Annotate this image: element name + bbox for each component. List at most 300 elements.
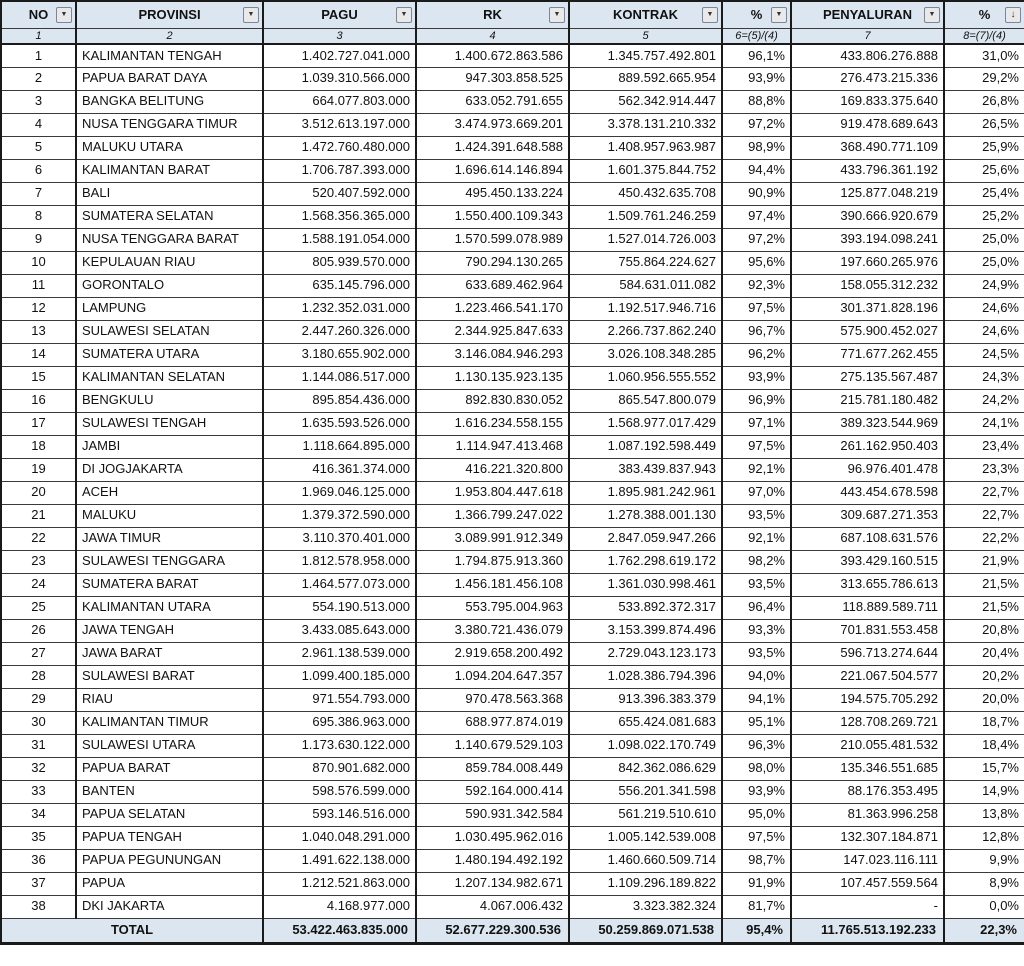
cell-rk[interactable]: 3.089.991.912.349 [416, 527, 569, 550]
filter-dropdown-pagu[interactable] [396, 7, 412, 23]
cell-pagu[interactable]: 1.635.593.526.000 [263, 412, 416, 435]
cell-rk[interactable]: 495.450.133.224 [416, 182, 569, 205]
cell-provinsi[interactable]: PAPUA [76, 872, 263, 895]
cell-kontrak[interactable]: 383.439.837.943 [569, 458, 722, 481]
cell-pct-kontrak[interactable]: 97,1% [722, 412, 791, 435]
cell-rk[interactable]: 1.424.391.648.588 [416, 136, 569, 159]
cell-rk[interactable]: 553.795.004.963 [416, 596, 569, 619]
cell-kontrak[interactable]: 1.408.957.963.987 [569, 136, 722, 159]
cell-kontrak[interactable]: 1.568.977.017.429 [569, 412, 722, 435]
cell-provinsi[interactable]: SUMATERA BARAT [76, 573, 263, 596]
cell-kontrak[interactable]: 1.028.386.794.396 [569, 665, 722, 688]
cell-provinsi[interactable]: BANTEN [76, 780, 263, 803]
cell-pct-penyaluran[interactable]: 22,2% [944, 527, 1024, 550]
cell-rk[interactable]: 633.689.462.964 [416, 274, 569, 297]
cell-pagu[interactable]: 1.402.727.041.000 [263, 44, 416, 67]
cell-kontrak[interactable]: 1.098.022.170.749 [569, 734, 722, 757]
cell-penyaluran[interactable]: 575.900.452.027 [791, 320, 944, 343]
col-number[interactable]: 4 [416, 28, 569, 44]
cell-kontrak[interactable]: 913.396.383.379 [569, 688, 722, 711]
cell-pagu[interactable]: 870.901.682.000 [263, 757, 416, 780]
cell-no[interactable]: 6 [1, 159, 76, 182]
cell-rk[interactable]: 2.919.658.200.492 [416, 642, 569, 665]
col-number[interactable]: 2 [76, 28, 263, 44]
cell-rk[interactable]: 1.550.400.109.343 [416, 205, 569, 228]
cell-pagu[interactable]: 520.407.592.000 [263, 182, 416, 205]
cell-penyaluran[interactable]: 275.135.567.487 [791, 366, 944, 389]
cell-kontrak[interactable]: 889.592.665.954 [569, 67, 722, 90]
cell-pct-kontrak[interactable]: 94,4% [722, 159, 791, 182]
cell-no[interactable]: 23 [1, 550, 76, 573]
filter-dropdown-provinsi[interactable] [243, 7, 259, 23]
cell-rk[interactable]: 3.380.721.436.079 [416, 619, 569, 642]
cell-pagu[interactable]: 416.361.374.000 [263, 458, 416, 481]
cell-pct-kontrak[interactable]: 96,4% [722, 596, 791, 619]
cell-pct-penyaluran[interactable]: 25,4% [944, 182, 1024, 205]
cell-provinsi[interactable]: LAMPUNG [76, 297, 263, 320]
cell-rk[interactable]: 859.784.008.449 [416, 757, 569, 780]
cell-kontrak[interactable]: 3.153.399.874.496 [569, 619, 722, 642]
cell-penyaluran[interactable]: 125.877.048.219 [791, 182, 944, 205]
col-number[interactable]: 5 [569, 28, 722, 44]
cell-pct-kontrak[interactable]: 97,0% [722, 481, 791, 504]
cell-no[interactable]: 26 [1, 619, 76, 642]
total-kontrak[interactable]: 50.259.869.071.538 [569, 918, 722, 943]
cell-kontrak[interactable]: 1.278.388.001.130 [569, 504, 722, 527]
cell-kontrak[interactable]: 584.631.011.082 [569, 274, 722, 297]
total-pct-penyaluran[interactable]: 22,3% [944, 918, 1024, 943]
filter-dropdown-penyaluran[interactable] [924, 7, 940, 23]
cell-penyaluran[interactable]: 197.660.265.976 [791, 251, 944, 274]
cell-pct-penyaluran[interactable]: 18,7% [944, 711, 1024, 734]
cell-kontrak[interactable]: 561.219.510.610 [569, 803, 722, 826]
cell-rk[interactable]: 1.114.947.413.468 [416, 435, 569, 458]
cell-rk[interactable]: 416.221.320.800 [416, 458, 569, 481]
cell-provinsi[interactable]: BENGKULU [76, 389, 263, 412]
cell-provinsi[interactable]: SULAWESI TENGGARA [76, 550, 263, 573]
cell-rk[interactable]: 892.830.830.052 [416, 389, 569, 412]
cell-rk[interactable]: 633.052.791.655 [416, 90, 569, 113]
col-header-provinsi[interactable] [76, 1, 263, 28]
cell-rk[interactable]: 1.616.234.558.155 [416, 412, 569, 435]
cell-rk[interactable]: 1.400.672.863.586 [416, 44, 569, 67]
cell-pct-penyaluran[interactable]: 18,4% [944, 734, 1024, 757]
cell-pagu[interactable]: 1.099.400.185.000 [263, 665, 416, 688]
cell-pct-penyaluran[interactable]: 21,5% [944, 596, 1024, 619]
cell-no[interactable]: 35 [1, 826, 76, 849]
col-header-pagu[interactable] [263, 1, 416, 28]
cell-pct-penyaluran[interactable]: 23,3% [944, 458, 1024, 481]
cell-kontrak[interactable]: 3.323.382.324 [569, 895, 722, 918]
cell-provinsi[interactable]: GORONTALO [76, 274, 263, 297]
cell-pct-kontrak[interactable]: 96,2% [722, 343, 791, 366]
cell-pagu[interactable]: 593.146.516.000 [263, 803, 416, 826]
cell-pct-penyaluran[interactable]: 22,7% [944, 504, 1024, 527]
cell-kontrak[interactable]: 1.109.296.189.822 [569, 872, 722, 895]
cell-pagu[interactable]: 3.110.370.401.000 [263, 527, 416, 550]
cell-pagu[interactable]: 805.939.570.000 [263, 251, 416, 274]
cell-pct-kontrak[interactable]: 93,9% [722, 780, 791, 803]
cell-kontrak[interactable]: 1.460.660.509.714 [569, 849, 722, 872]
cell-penyaluran[interactable]: 393.429.160.515 [791, 550, 944, 573]
cell-pct-penyaluran[interactable]: 13,8% [944, 803, 1024, 826]
cell-kontrak[interactable]: 1.601.375.844.752 [569, 159, 722, 182]
cell-rk[interactable]: 1.207.134.982.671 [416, 872, 569, 895]
col-number[interactable]: 1 [1, 28, 76, 44]
cell-no[interactable]: 1 [1, 44, 76, 67]
cell-kontrak[interactable]: 1.192.517.946.716 [569, 297, 722, 320]
col-number[interactable]: 3 [263, 28, 416, 44]
cell-kontrak[interactable]: 1.345.757.492.801 [569, 44, 722, 67]
cell-no[interactable]: 31 [1, 734, 76, 757]
cell-pct-kontrak[interactable]: 97,4% [722, 205, 791, 228]
cell-pct-penyaluran[interactable]: 24,6% [944, 320, 1024, 343]
cell-rk[interactable]: 1.223.466.541.170 [416, 297, 569, 320]
cell-no[interactable]: 27 [1, 642, 76, 665]
cell-kontrak[interactable]: 562.342.914.447 [569, 90, 722, 113]
cell-kontrak[interactable]: 1.005.142.539.008 [569, 826, 722, 849]
cell-penyaluran[interactable]: 701.831.553.458 [791, 619, 944, 642]
cell-no[interactable]: 11 [1, 274, 76, 297]
total-penyaluran[interactable]: 11.765.513.192.233 [791, 918, 944, 943]
total-label[interactable]: TOTAL [1, 918, 263, 943]
cell-pct-penyaluran[interactable]: 12,8% [944, 826, 1024, 849]
cell-pct-penyaluran[interactable]: 24,6% [944, 297, 1024, 320]
cell-penyaluran[interactable]: 276.473.215.336 [791, 67, 944, 90]
cell-provinsi[interactable]: JAMBI [76, 435, 263, 458]
cell-kontrak[interactable]: 1.895.981.242.961 [569, 481, 722, 504]
cell-pagu[interactable]: 1.144.086.517.000 [263, 366, 416, 389]
cell-no[interactable]: 20 [1, 481, 76, 504]
cell-no[interactable]: 12 [1, 297, 76, 320]
cell-provinsi[interactable]: SULAWESI BARAT [76, 665, 263, 688]
cell-pct-penyaluran[interactable]: 20,2% [944, 665, 1024, 688]
cell-pct-kontrak[interactable]: 96,9% [722, 389, 791, 412]
cell-penyaluran[interactable]: 919.478.689.643 [791, 113, 944, 136]
cell-penyaluran[interactable]: 118.889.589.711 [791, 596, 944, 619]
cell-kontrak[interactable]: 3.378.131.210.332 [569, 113, 722, 136]
cell-pagu[interactable]: 1.118.664.895.000 [263, 435, 416, 458]
col-number[interactable]: 6=(5)/(4) [722, 28, 791, 44]
cell-provinsi[interactable]: MALUKU UTARA [76, 136, 263, 159]
cell-pagu[interactable]: 1.588.191.054.000 [263, 228, 416, 251]
filter-dropdown-kontrak[interactable] [702, 7, 718, 23]
cell-pct-kontrak[interactable]: 98,9% [722, 136, 791, 159]
cell-pct-kontrak[interactable]: 93,5% [722, 573, 791, 596]
cell-penyaluran[interactable]: 194.575.705.292 [791, 688, 944, 711]
cell-penyaluran[interactable]: 107.457.559.564 [791, 872, 944, 895]
cell-pct-kontrak[interactable]: 98,7% [722, 849, 791, 872]
cell-penyaluran[interactable]: 433.806.276.888 [791, 44, 944, 67]
cell-no[interactable]: 5 [1, 136, 76, 159]
cell-pagu[interactable]: 1.173.630.122.000 [263, 734, 416, 757]
cell-kontrak[interactable]: 533.892.372.317 [569, 596, 722, 619]
cell-pagu[interactable]: 1.568.356.365.000 [263, 205, 416, 228]
cell-pct-penyaluran[interactable]: 20,8% [944, 619, 1024, 642]
cell-penyaluran[interactable]: 135.346.551.685 [791, 757, 944, 780]
cell-no[interactable]: 19 [1, 458, 76, 481]
cell-provinsi[interactable]: SUMATERA UTARA [76, 343, 263, 366]
cell-pagu[interactable]: 1.706.787.393.000 [263, 159, 416, 182]
cell-no[interactable]: 24 [1, 573, 76, 596]
cell-rk[interactable]: 4.067.006.432 [416, 895, 569, 918]
cell-rk[interactable]: 592.164.000.414 [416, 780, 569, 803]
cell-penyaluran[interactable]: 132.307.184.871 [791, 826, 944, 849]
cell-provinsi[interactable]: RIAU [76, 688, 263, 711]
cell-no[interactable]: 30 [1, 711, 76, 734]
cell-kontrak[interactable]: 1.060.956.555.552 [569, 366, 722, 389]
col-header-kontrak[interactable] [569, 1, 722, 28]
cell-rk[interactable]: 947.303.858.525 [416, 67, 569, 90]
cell-pagu[interactable]: 895.854.436.000 [263, 389, 416, 412]
cell-penyaluran[interactable]: - [791, 895, 944, 918]
cell-no[interactable]: 21 [1, 504, 76, 527]
cell-pct-penyaluran[interactable]: 25,6% [944, 159, 1024, 182]
cell-pagu[interactable]: 2.961.138.539.000 [263, 642, 416, 665]
cell-pct-kontrak[interactable]: 93,5% [722, 642, 791, 665]
col-header-pct-penyaluran[interactable] [944, 1, 1024, 28]
cell-pct-kontrak[interactable]: 93,5% [722, 504, 791, 527]
cell-provinsi[interactable]: KALIMANTAN UTARA [76, 596, 263, 619]
cell-pct-kontrak[interactable]: 81,7% [722, 895, 791, 918]
cell-no[interactable]: 38 [1, 895, 76, 918]
cell-pagu[interactable]: 1.491.622.138.000 [263, 849, 416, 872]
cell-pct-kontrak[interactable]: 96,1% [722, 44, 791, 67]
cell-provinsi[interactable]: KALIMANTAN TENGAH [76, 44, 263, 67]
cell-rk[interactable]: 1.696.614.146.894 [416, 159, 569, 182]
cell-penyaluran[interactable]: 390.666.920.679 [791, 205, 944, 228]
cell-pct-penyaluran[interactable]: 31,0% [944, 44, 1024, 67]
cell-pagu[interactable]: 554.190.513.000 [263, 596, 416, 619]
cell-provinsi[interactable]: KALIMANTAN SELATAN [76, 366, 263, 389]
cell-provinsi[interactable]: KALIMANTAN BARAT [76, 159, 263, 182]
cell-no[interactable]: 9 [1, 228, 76, 251]
cell-provinsi[interactable]: KEPULAUAN RIAU [76, 251, 263, 274]
cell-no[interactable]: 4 [1, 113, 76, 136]
cell-pct-kontrak[interactable]: 97,5% [722, 826, 791, 849]
cell-penyaluran[interactable]: 88.176.353.495 [791, 780, 944, 803]
cell-kontrak[interactable]: 450.432.635.708 [569, 182, 722, 205]
cell-pct-penyaluran[interactable]: 21,9% [944, 550, 1024, 573]
cell-kontrak[interactable]: 755.864.224.627 [569, 251, 722, 274]
cell-pagu[interactable]: 1.232.352.031.000 [263, 297, 416, 320]
cell-pct-penyaluran[interactable]: 24,3% [944, 366, 1024, 389]
cell-penyaluran[interactable]: 389.323.544.969 [791, 412, 944, 435]
cell-pct-kontrak[interactable]: 92,3% [722, 274, 791, 297]
col-number[interactable]: 8=(7)/(4) [944, 28, 1024, 44]
cell-provinsi[interactable]: SULAWESI TENGAH [76, 412, 263, 435]
cell-pct-kontrak[interactable]: 98,2% [722, 550, 791, 573]
col-header-penyaluran[interactable] [791, 1, 944, 28]
cell-no[interactable]: 15 [1, 366, 76, 389]
cell-no[interactable]: 17 [1, 412, 76, 435]
cell-penyaluran[interactable]: 368.490.771.109 [791, 136, 944, 159]
cell-pct-kontrak[interactable]: 95,0% [722, 803, 791, 826]
cell-pct-kontrak[interactable]: 90,9% [722, 182, 791, 205]
cell-provinsi[interactable]: PAPUA TENGAH [76, 826, 263, 849]
cell-penyaluran[interactable]: 147.023.116.111 [791, 849, 944, 872]
cell-penyaluran[interactable]: 301.371.828.196 [791, 297, 944, 320]
cell-pagu[interactable]: 971.554.793.000 [263, 688, 416, 711]
cell-pct-penyaluran[interactable]: 25,0% [944, 251, 1024, 274]
cell-rk[interactable]: 970.478.563.368 [416, 688, 569, 711]
cell-provinsi[interactable]: PAPUA BARAT DAYA [76, 67, 263, 90]
cell-no[interactable]: 8 [1, 205, 76, 228]
cell-penyaluran[interactable]: 81.363.996.258 [791, 803, 944, 826]
cell-provinsi[interactable]: BALI [76, 182, 263, 205]
cell-pct-penyaluran[interactable]: 25,0% [944, 228, 1024, 251]
cell-provinsi[interactable]: JAWA TIMUR [76, 527, 263, 550]
cell-pct-kontrak[interactable]: 93,3% [722, 619, 791, 642]
cell-kontrak[interactable]: 556.201.341.598 [569, 780, 722, 803]
cell-pct-kontrak[interactable]: 94,0% [722, 665, 791, 688]
cell-no[interactable]: 33 [1, 780, 76, 803]
cell-provinsi[interactable]: SULAWESI SELATAN [76, 320, 263, 343]
col-number[interactable]: 7 [791, 28, 944, 44]
cell-rk[interactable]: 1.030.495.962.016 [416, 826, 569, 849]
cell-provinsi[interactable]: KALIMANTAN TIMUR [76, 711, 263, 734]
cell-pagu[interactable]: 2.447.260.326.000 [263, 320, 416, 343]
cell-pct-kontrak[interactable]: 97,5% [722, 435, 791, 458]
cell-pagu[interactable]: 664.077.803.000 [263, 90, 416, 113]
cell-pagu[interactable]: 695.386.963.000 [263, 711, 416, 734]
cell-pagu[interactable]: 1.472.760.480.000 [263, 136, 416, 159]
cell-pct-kontrak[interactable]: 91,9% [722, 872, 791, 895]
cell-provinsi[interactable]: NUSA TENGGARA TIMUR [76, 113, 263, 136]
cell-penyaluran[interactable]: 96.976.401.478 [791, 458, 944, 481]
cell-no[interactable]: 29 [1, 688, 76, 711]
cell-pct-penyaluran[interactable]: 0,0% [944, 895, 1024, 918]
cell-kontrak[interactable]: 1.087.192.598.449 [569, 435, 722, 458]
cell-no[interactable]: 22 [1, 527, 76, 550]
cell-pct-kontrak[interactable]: 92,1% [722, 527, 791, 550]
cell-penyaluran[interactable]: 215.781.180.482 [791, 389, 944, 412]
cell-provinsi[interactable]: ACEH [76, 481, 263, 504]
cell-pct-penyaluran[interactable]: 22,7% [944, 481, 1024, 504]
cell-rk[interactable]: 1.366.799.247.022 [416, 504, 569, 527]
cell-pagu[interactable]: 1.040.048.291.000 [263, 826, 416, 849]
cell-pagu[interactable]: 598.576.599.000 [263, 780, 416, 803]
cell-penyaluran[interactable]: 169.833.375.640 [791, 90, 944, 113]
cell-pct-penyaluran[interactable]: 8,9% [944, 872, 1024, 895]
cell-penyaluran[interactable]: 309.687.271.353 [791, 504, 944, 527]
cell-pct-penyaluran[interactable]: 25,9% [944, 136, 1024, 159]
cell-no[interactable]: 16 [1, 389, 76, 412]
cell-rk[interactable]: 688.977.874.019 [416, 711, 569, 734]
cell-penyaluran[interactable]: 443.454.678.598 [791, 481, 944, 504]
cell-provinsi[interactable]: SULAWESI UTARA [76, 734, 263, 757]
cell-kontrak[interactable]: 1.509.761.246.259 [569, 205, 722, 228]
cell-penyaluran[interactable]: 596.713.274.644 [791, 642, 944, 665]
cell-rk[interactable]: 3.146.084.946.293 [416, 343, 569, 366]
cell-provinsi[interactable]: DKI JAKARTA [76, 895, 263, 918]
cell-no[interactable]: 37 [1, 872, 76, 895]
cell-rk[interactable]: 1.570.599.078.989 [416, 228, 569, 251]
cell-pagu[interactable]: 635.145.796.000 [263, 274, 416, 297]
cell-pct-penyaluran[interactable]: 23,4% [944, 435, 1024, 458]
cell-pct-penyaluran[interactable]: 20,4% [944, 642, 1024, 665]
cell-pct-penyaluran[interactable]: 15,7% [944, 757, 1024, 780]
cell-penyaluran[interactable]: 221.067.504.577 [791, 665, 944, 688]
cell-pct-penyaluran[interactable]: 20,0% [944, 688, 1024, 711]
cell-kontrak[interactable]: 655.424.081.683 [569, 711, 722, 734]
cell-kontrak[interactable]: 2.266.737.862.240 [569, 320, 722, 343]
cell-pagu[interactable]: 1.039.310.566.000 [263, 67, 416, 90]
cell-pct-kontrak[interactable]: 94,1% [722, 688, 791, 711]
cell-penyaluran[interactable]: 261.162.950.403 [791, 435, 944, 458]
filter-dropdown-pct-kontrak[interactable] [771, 7, 787, 23]
cell-rk[interactable]: 790.294.130.265 [416, 251, 569, 274]
filter-dropdown-no[interactable] [56, 7, 72, 23]
cell-no[interactable]: 18 [1, 435, 76, 458]
cell-kontrak[interactable]: 865.547.800.079 [569, 389, 722, 412]
cell-pagu[interactable]: 4.168.977.000 [263, 895, 416, 918]
total-pagu[interactable]: 53.422.463.835.000 [263, 918, 416, 943]
cell-pct-kontrak[interactable]: 93,9% [722, 366, 791, 389]
cell-pct-kontrak[interactable]: 96,3% [722, 734, 791, 757]
cell-no[interactable]: 14 [1, 343, 76, 366]
cell-kontrak[interactable]: 2.729.043.123.173 [569, 642, 722, 665]
cell-pagu[interactable]: 3.180.655.902.000 [263, 343, 416, 366]
cell-pagu[interactable]: 1.464.577.073.000 [263, 573, 416, 596]
cell-pct-penyaluran[interactable]: 9,9% [944, 849, 1024, 872]
cell-rk[interactable]: 1.130.135.923.135 [416, 366, 569, 389]
cell-pct-penyaluran[interactable]: 26,8% [944, 90, 1024, 113]
cell-penyaluran[interactable]: 687.108.631.576 [791, 527, 944, 550]
cell-pct-kontrak[interactable]: 97,5% [722, 297, 791, 320]
cell-provinsi[interactable]: NUSA TENGGARA BARAT [76, 228, 263, 251]
cell-provinsi[interactable]: PAPUA BARAT [76, 757, 263, 780]
filter-dropdown-rk[interactable] [549, 7, 565, 23]
cell-no[interactable]: 13 [1, 320, 76, 343]
cell-pct-penyaluran[interactable]: 24,5% [944, 343, 1024, 366]
cell-pct-penyaluran[interactable]: 24,9% [944, 274, 1024, 297]
cell-pct-kontrak[interactable]: 95,6% [722, 251, 791, 274]
cell-penyaluran[interactable]: 158.055.312.232 [791, 274, 944, 297]
cell-penyaluran[interactable]: 128.708.269.721 [791, 711, 944, 734]
cell-no[interactable]: 32 [1, 757, 76, 780]
cell-pct-penyaluran[interactable]: 24,1% [944, 412, 1024, 435]
cell-pagu[interactable]: 3.433.085.643.000 [263, 619, 416, 642]
cell-kontrak[interactable]: 3.026.108.348.285 [569, 343, 722, 366]
cell-kontrak[interactable]: 1.762.298.619.172 [569, 550, 722, 573]
cell-kontrak[interactable]: 1.361.030.998.461 [569, 573, 722, 596]
cell-penyaluran[interactable]: 433.796.361.192 [791, 159, 944, 182]
cell-no[interactable]: 3 [1, 90, 76, 113]
col-header-no[interactable] [1, 1, 76, 28]
cell-kontrak[interactable]: 1.527.014.726.003 [569, 228, 722, 251]
cell-kontrak[interactable]: 2.847.059.947.266 [569, 527, 722, 550]
cell-rk[interactable]: 2.344.925.847.633 [416, 320, 569, 343]
cell-rk[interactable]: 1.094.204.647.357 [416, 665, 569, 688]
col-header-rk[interactable] [416, 1, 569, 28]
cell-pct-penyaluran[interactable]: 21,5% [944, 573, 1024, 596]
cell-rk[interactable]: 1.953.804.447.618 [416, 481, 569, 504]
cell-pct-kontrak[interactable]: 92,1% [722, 458, 791, 481]
cell-rk[interactable]: 1.456.181.456.108 [416, 573, 569, 596]
cell-kontrak[interactable]: 842.362.086.629 [569, 757, 722, 780]
cell-provinsi[interactable]: MALUKU [76, 504, 263, 527]
cell-provinsi[interactable]: JAWA TENGAH [76, 619, 263, 642]
cell-pct-kontrak[interactable]: 96,7% [722, 320, 791, 343]
cell-pct-kontrak[interactable]: 97,2% [722, 228, 791, 251]
cell-pct-penyaluran[interactable]: 24,2% [944, 389, 1024, 412]
cell-rk[interactable]: 1.480.194.492.192 [416, 849, 569, 872]
cell-no[interactable]: 10 [1, 251, 76, 274]
cell-pagu[interactable]: 3.512.613.197.000 [263, 113, 416, 136]
cell-pct-penyaluran[interactable]: 14,9% [944, 780, 1024, 803]
cell-provinsi[interactable]: PAPUA PEGUNUNGAN [76, 849, 263, 872]
